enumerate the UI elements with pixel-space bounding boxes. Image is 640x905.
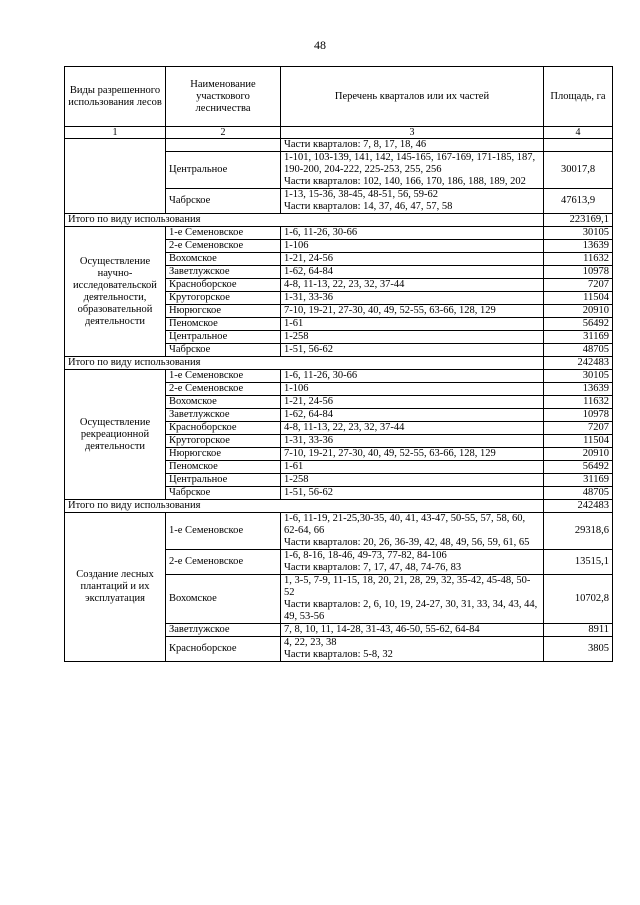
total-value: 242483: [544, 500, 613, 513]
forestry-cell: Вохомское: [166, 575, 281, 624]
quarters-cell: 1-106: [281, 240, 544, 253]
area-cell: [544, 139, 613, 152]
quarters-cell: 1-61: [281, 318, 544, 331]
forestry-cell: Вохомское: [166, 253, 281, 266]
forestry-cell: Красноборское: [166, 279, 281, 292]
forestry-cell: Центральное: [166, 152, 281, 189]
total-value: 242483: [544, 357, 613, 370]
group-plantations: [65, 513, 613, 662]
quarters-cell: Части кварталов: 7, 8, 17, 18, 46: [281, 139, 544, 152]
table-row: [65, 513, 613, 550]
forestry-cell: Заветлужское: [166, 409, 281, 422]
quarters-cell: 1-61: [281, 461, 544, 474]
table-row: [65, 227, 613, 240]
area-cell: 10978: [544, 266, 613, 279]
quarters-cell: 1-31, 33-36: [281, 292, 544, 305]
quarters-text: 1-101, 103-139, 141, 142, 145-165, 167-169, 171-185, 187, 190-200, 204-222, 225-253, 255, 256 Части кварталов: 102, 140, 166, 170, 186, 188, 189, 202: [284, 152, 536, 187]
header-use-type: Виды разрешенного использования лесов: [65, 67, 166, 127]
quarters-cell: [281, 550, 544, 575]
group-research: [65, 227, 613, 370]
forestry-cell: Крутогорское: [166, 292, 281, 305]
forestry-cell: [166, 139, 281, 152]
area-cell: 13639: [544, 383, 613, 396]
column-number: 2: [166, 127, 281, 139]
column-number: 4: [544, 127, 613, 139]
forestry-cell: Пеномское: [166, 318, 281, 331]
area-cell: 20910: [544, 305, 613, 318]
forestry-cell: Нюрюгское: [166, 448, 281, 461]
forestry-cell: Вохомское: [166, 396, 281, 409]
forestry-cell: Красноборское: [166, 637, 281, 662]
quarters-cell: [281, 575, 544, 624]
area-cell: 31169: [544, 474, 613, 487]
quarters-text: 1-6, 11-19, 21-25,30-35, 40, 41, 43-47, 50-55, 57, 58, 60, 62-64, 66 Части кварталов: 20, 26, 36-39, 42, 48, 49, 56, 59, 61, 65: [284, 513, 530, 548]
area-cell: 10978: [544, 409, 613, 422]
quarters-cell: 7-10, 19-21, 27-30, 40, 49, 52-55, 63-66, 128, 129: [281, 305, 544, 318]
forestry-cell: 1-е Семеновское: [166, 513, 281, 550]
quarters-cell: 1-106: [281, 383, 544, 396]
total-row: [65, 214, 613, 227]
quarters-text: 1-6, 8-16, 18-46, 49-73, 77-82, 84-106 Части кварталов: 7, 17, 47, 48, 74-76, 83: [284, 550, 462, 573]
total-label: Итого по виду использования: [65, 500, 544, 513]
area-cell: 11504: [544, 435, 613, 448]
group-recreation: [65, 370, 613, 513]
quarters-cell: [281, 513, 544, 550]
area-cell: 7207: [544, 422, 613, 435]
area-cell: 10702,8: [544, 575, 613, 624]
header-quarters: Перечень кварталов или их частей: [281, 67, 544, 127]
total-row: [65, 357, 613, 370]
quarters-cell: 1-6, 11-26, 30-66: [281, 370, 544, 383]
forestry-cell: 2-е Семеновское: [166, 383, 281, 396]
quarters-cell: 1-62, 64-84: [281, 409, 544, 422]
forestry-cell: 1-е Семеновское: [166, 370, 281, 383]
quarters-cell: 1-31, 33-36: [281, 435, 544, 448]
total-label: Итого по виду использования: [65, 357, 544, 370]
quarters-cell: 1-258: [281, 331, 544, 344]
area-cell: 3805: [544, 637, 613, 662]
quarters-cell: 7-10, 19-21, 27-30, 40, 49, 52-55, 63-66, 128, 129: [281, 448, 544, 461]
area-cell: 8911: [544, 624, 613, 637]
use-type-cell: Осуществление рекреационной деятельности: [65, 370, 166, 500]
area-cell: 48705: [544, 487, 613, 500]
area-cell: 48705: [544, 344, 613, 357]
area-cell: 11632: [544, 396, 613, 409]
quarters-text: 4, 22, 23, 38 Части кварталов: 5-8, 32: [284, 637, 393, 660]
area-cell: 56492: [544, 318, 613, 331]
quarters-cell: [281, 152, 544, 189]
quarters-cell: 4-8, 11-13, 22, 23, 32, 37-44: [281, 422, 544, 435]
area-cell: 31169: [544, 331, 613, 344]
area-cell: 7207: [544, 279, 613, 292]
quarters-cell: 1-6, 11-26, 30-66: [281, 227, 544, 240]
area-cell: 29318,6: [544, 513, 613, 550]
column-number: 3: [281, 127, 544, 139]
area-cell: 30105: [544, 227, 613, 240]
forestry-cell: Заветлужское: [166, 266, 281, 279]
forestry-cell: 2-е Семеновское: [166, 550, 281, 575]
page-number: 48: [314, 38, 326, 52]
forestry-cell: Пеномское: [166, 461, 281, 474]
total-row: [65, 500, 613, 513]
quarters-cell: [281, 637, 544, 662]
area-cell: 20910: [544, 448, 613, 461]
column-number: 1: [65, 127, 166, 139]
forestry-cell: Чабрское: [166, 189, 281, 214]
area-cell: 11632: [544, 253, 613, 266]
quarters-text: 1, 3-5, 7-9, 11-15, 18, 20, 21, 28, 29, 32, 35-42, 45-48, 50-52 Части кварталов: 2, 6, 10, 19, 24-27, 30, 31, 33, 34, 43, 44, 49, 53-56: [284, 575, 538, 622]
total-value: 223169,1: [544, 214, 613, 227]
forestry-cell: 2-е Семеновское: [166, 240, 281, 253]
quarters-cell: 1-21, 24-56: [281, 396, 544, 409]
forestry-cell: Чабрское: [166, 487, 281, 500]
forestry-cell: Центральное: [166, 331, 281, 344]
forestry-cell: Нюрюгское: [166, 305, 281, 318]
quarters-cell: 1-51, 56-62: [281, 344, 544, 357]
forestry-cell: Заветлужское: [166, 624, 281, 637]
quarters-cell: [281, 189, 544, 214]
forestry-cell: Красноборское: [166, 422, 281, 435]
quarters-text: 7, 8, 10, 11, 14-28, 31-43, 46-50, 55-62, 64-84: [284, 624, 480, 635]
forestry-cell: 1-е Семеновское: [166, 227, 281, 240]
quarters-cell: 4-8, 11-13, 22, 23, 32, 37-44: [281, 279, 544, 292]
table-row: [65, 370, 613, 383]
area-cell: 30105: [544, 370, 613, 383]
quarters-cell: [281, 624, 544, 637]
column-number-row: [65, 127, 613, 139]
quarters-cell: 1-258: [281, 474, 544, 487]
table-row: [65, 139, 613, 152]
quarters-cell: 1-62, 64-84: [281, 266, 544, 279]
area-cell: 30017,8: [544, 152, 613, 189]
area-cell: 11504: [544, 292, 613, 305]
table-header-row: [65, 67, 613, 127]
header-area: Площадь, га: [544, 67, 613, 127]
area-cell: 13639: [544, 240, 613, 253]
use-type-cell: Создание лесных плантаций и их эксплуатация: [65, 513, 166, 662]
quarters-cell: 1-51, 56-62: [281, 487, 544, 500]
forestry-cell: Чабрское: [166, 344, 281, 357]
area-cell: 56492: [544, 461, 613, 474]
use-type-cell: [65, 139, 166, 214]
forestry-cell: Крутогорское: [166, 435, 281, 448]
forest-use-table: [64, 66, 613, 662]
area-cell: 47613,9: [544, 189, 613, 214]
total-label: Итого по виду использования: [65, 214, 544, 227]
area-cell: 13515,1: [544, 550, 613, 575]
use-type-cell: Осуществление научно-исследовательской деятельности, образовательной деятельности: [65, 227, 166, 357]
quarters-cell: 1-21, 24-56: [281, 253, 544, 266]
header-forestry: Наименование участкового лесничества: [166, 67, 281, 127]
quarters-text: 1-13, 15-36, 38-45, 48-51, 56, 59-62 Части кварталов: 14, 37, 46, 47, 57, 58: [284, 189, 453, 212]
forestry-cell: Центральное: [166, 474, 281, 487]
